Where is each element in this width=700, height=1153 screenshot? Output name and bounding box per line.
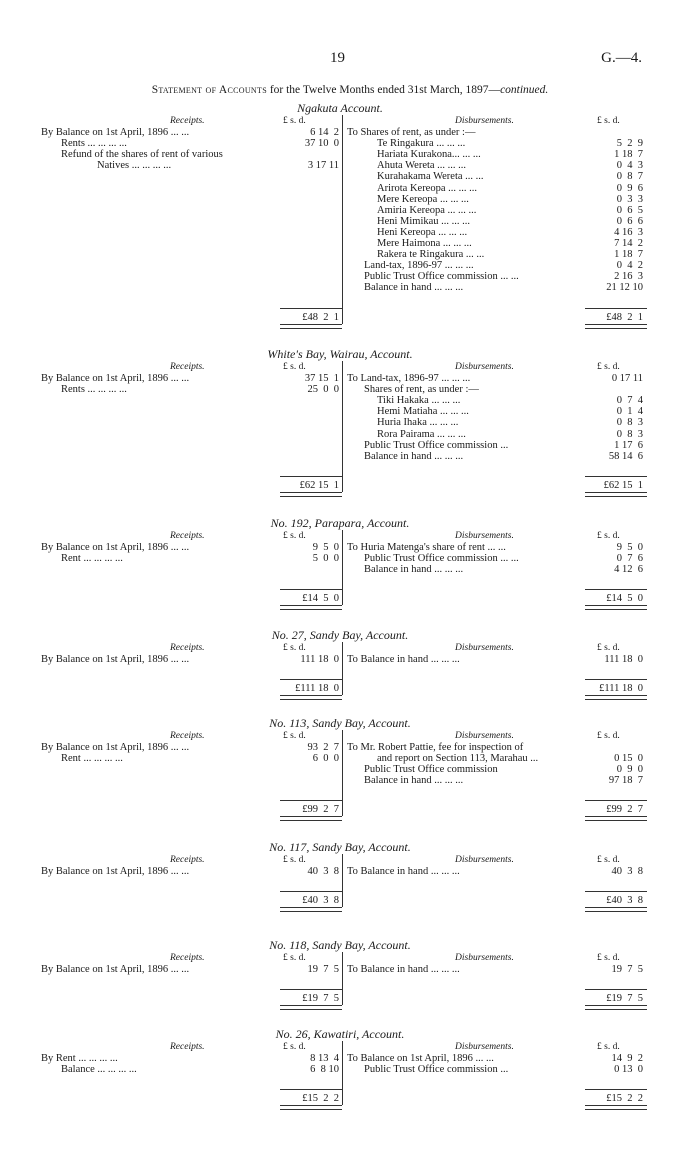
disbursement-label: Land-tax, 1896-97 ... ... ... — [364, 260, 474, 272]
disbursement-label: To Balance on 1st April, 1896 ... ... — [347, 1053, 494, 1064]
disbursement-amount: 0 1 4 — [616, 406, 643, 418]
disbursement-label: Rakera te Ringakura ... ... — [377, 249, 485, 261]
total-double-rule — [280, 605, 342, 610]
disbursement-amount: 4 12 6 — [614, 564, 643, 576]
total-rule — [585, 891, 647, 892]
total-double-rule — [585, 1005, 647, 1010]
total-double-rule — [280, 492, 342, 497]
account-block — [0, 840, 700, 912]
disbursement-label: Hariata Kurakona... ... ... — [377, 149, 481, 161]
receipt-amount: 19 7 5 — [307, 964, 339, 975]
disbursement-label: To Balance in hand ... ... ... — [347, 964, 460, 975]
disbursement-label: Rora Pairama ... ... ... — [377, 428, 466, 440]
total-rule — [280, 589, 342, 590]
account-title: No. 26, Kawatiri, Account. — [275, 1027, 405, 1041]
lsd-header: £ s. d. — [597, 1042, 620, 1052]
total-double-rule — [280, 1105, 342, 1110]
lsd-header: £ s. d. — [597, 116, 620, 126]
disbursements-header: Disbursements. — [455, 531, 514, 541]
column-divider — [342, 1041, 343, 1105]
disbursements-header: Disbursements. — [455, 116, 514, 126]
disbursement-label: and report on Section 113, Marahau ... — [377, 753, 539, 765]
page-header — [0, 50, 700, 66]
column-divider — [342, 115, 343, 324]
receipt-amount: 111 18 0 — [300, 654, 339, 665]
disbursement-label: To Balance in hand ... ... ... — [347, 866, 460, 877]
account-title: Ngakuta Account. — [297, 101, 383, 115]
statement-title-rest: for the Twelve Months ended 31st March, 1897— — [266, 84, 501, 96]
receipt-label: By Balance on 1st April, 1896 ... ... — [41, 127, 190, 138]
disbursement-amount: 40 3 8 — [611, 866, 643, 877]
lsd-header: £ s. d. — [597, 531, 620, 541]
receipts-header: Receipts. — [170, 643, 205, 653]
account-block — [0, 1027, 700, 1110]
disbursement-label: Public Trust Office commission ... ... — [364, 271, 519, 283]
total-double-rule — [585, 492, 647, 497]
disbursement-label: Mere Kereopa ... ... ... — [377, 193, 469, 205]
receipt-label: Balance ... ... ... ... — [61, 1064, 137, 1076]
receipt-label: By Balance on 1st April, 1896 ... ... — [41, 964, 190, 975]
disbursement-amount: 0 4 3 — [616, 160, 643, 172]
account-total: £19 7 5 — [302, 993, 339, 1005]
account-total: £19 7 5 — [606, 993, 643, 1005]
disbursement-label: Tiki Hakaka ... ... ... — [377, 395, 461, 407]
account-title: White's Bay, Wairau, Account. — [267, 347, 413, 361]
total-rule — [280, 476, 342, 477]
total-double-rule — [280, 324, 342, 329]
account-total: £99 2 7 — [606, 804, 643, 816]
total-rule — [585, 308, 647, 309]
lsd-header: £ s. d. — [283, 855, 306, 865]
lsd-header: £ s. d. — [283, 643, 306, 653]
column-divider — [342, 361, 343, 492]
receipt-label: By Balance on 1st April, 1896 ... ... — [41, 866, 190, 877]
receipts-header: Receipts. — [170, 531, 205, 541]
total-rule — [280, 800, 342, 801]
disbursements-header: Disbursements. — [455, 953, 514, 963]
disbursement-amount: 58 14 6 — [608, 450, 643, 462]
lsd-header: £ s. d. — [597, 362, 620, 372]
disbursement-label: To Balance in hand ... ... ... — [347, 654, 460, 665]
total-rule — [280, 891, 342, 892]
total-double-rule — [585, 695, 647, 700]
account-total: £111 18 0 — [599, 683, 643, 695]
lsd-header: £ s. d. — [597, 731, 620, 741]
account-total: £111 18 0 — [295, 683, 339, 695]
account-block — [0, 716, 700, 821]
lsd-header: £ s. d. — [597, 855, 620, 865]
disbursements-header: Disbursements. — [455, 731, 514, 741]
disbursement-label: Mere Haimona ... ... ... — [377, 238, 472, 249]
receipts-header: Receipts. — [170, 731, 205, 741]
receipt-amount: 25 0 0 — [307, 384, 339, 396]
disbursement-amount: 0 15 0 — [614, 753, 643, 765]
total-rule — [280, 308, 342, 309]
receipt-amount: 37 10 0 — [304, 138, 339, 150]
receipts-header: Receipts. — [170, 362, 205, 372]
receipt-label: Rents ... ... ... ... — [61, 384, 127, 396]
disbursement-amount: 14 9 2 — [611, 1053, 643, 1064]
total-rule — [585, 1089, 647, 1090]
disbursement-amount: 0 8 7 — [616, 171, 643, 183]
disbursement-amount: 5 2 9 — [616, 138, 643, 150]
total-double-rule — [585, 816, 647, 821]
disbursement-amount: 0 13 0 — [614, 1064, 643, 1076]
disbursement-label: Heni Kereopa ... ... ... — [377, 226, 468, 238]
account-block — [0, 347, 700, 497]
account-title: No. 117, Sandy Bay, Account. — [269, 840, 411, 854]
disbursement-label: To Huria Matenga's share of rent ... ... — [347, 542, 506, 553]
disbursement-amount: 9 5 0 — [616, 542, 643, 553]
disbursement-label: Shares of rent, as under :— — [364, 384, 479, 396]
disbursement-label: Kurahakama Wereta ... ... — [377, 171, 484, 183]
total-rule — [585, 476, 647, 477]
receipts-header: Receipts. — [170, 1042, 205, 1052]
receipt-amount: 6 8 10 — [310, 1064, 339, 1076]
page-number: 19 — [330, 50, 345, 66]
receipt-amount: 8 13 4 — [310, 1053, 339, 1064]
disbursement-label: Public Trust Office commission ... — [364, 1064, 509, 1076]
total-rule — [585, 989, 647, 990]
lsd-header: £ s. d. — [283, 531, 306, 541]
statement-title-continued: continued. — [500, 84, 549, 96]
disbursement-label: Public Trust Office commission ... ... — [364, 553, 519, 565]
disbursement-label: Heni Mimikau ... ... ... — [377, 215, 471, 227]
receipt-amount: 5 0 0 — [312, 553, 339, 565]
account-title: No. 118, Sandy Bay, Account. — [269, 938, 411, 952]
disbursement-amount: 0 7 6 — [616, 553, 643, 565]
disbursements-header: Disbursements. — [455, 643, 514, 653]
lsd-header: £ s. d. — [597, 953, 620, 963]
receipt-amount: 6 14 2 — [310, 127, 339, 138]
total-double-rule — [280, 695, 342, 700]
disbursements-header: Disbursements. — [455, 362, 514, 372]
receipts-header: Receipts. — [170, 116, 205, 126]
receipts-header: Receipts. — [170, 953, 205, 963]
disbursement-label: To Land-tax, 1896-97 ... ... ... — [347, 373, 471, 384]
account-block — [0, 938, 700, 1010]
receipt-label: Rents ... ... ... ... — [61, 138, 127, 150]
disbursement-label: Arirota Kereopa ... ... ... — [377, 182, 478, 194]
disbursement-amount: 0 8 3 — [616, 428, 643, 440]
account-total: £15 2 2 — [606, 1093, 643, 1105]
lsd-header: £ s. d. — [283, 116, 306, 126]
disbursement-amount: 21 12 10 — [606, 282, 643, 294]
column-divider — [342, 854, 343, 907]
disbursement-amount: 1 17 6 — [614, 439, 643, 451]
disbursement-amount: 111 18 0 — [604, 654, 643, 665]
disbursements-header: Disbursements. — [455, 855, 514, 865]
total-rule — [280, 1089, 342, 1090]
account-total: £99 2 7 — [302, 804, 339, 816]
total-double-rule — [585, 324, 647, 329]
disbursement-amount: 0 17 11 — [611, 373, 643, 384]
disbursement-label: Public Trust Office commission — [364, 764, 498, 776]
total-rule — [585, 800, 647, 801]
disbursement-amount: 19 7 5 — [611, 964, 643, 975]
disbursement-amount: 0 4 2 — [616, 260, 643, 272]
disbursement-amount: 4 16 3 — [614, 226, 643, 238]
disbursement-amount: 0 9 6 — [616, 182, 643, 194]
receipt-label: By Balance on 1st April, 1896 ... ... — [41, 742, 190, 753]
lsd-header: £ s. d. — [283, 362, 306, 372]
lsd-header: £ s. d. — [597, 643, 620, 653]
disbursement-label: To Shares of rent, as under :— — [347, 127, 476, 138]
disbursement-label: Balance in hand ... ... ... — [364, 564, 464, 576]
disbursement-label: Hemi Matiaha ... ... ... — [377, 406, 469, 418]
column-divider — [342, 642, 343, 695]
column-divider — [342, 530, 343, 605]
total-double-rule — [280, 907, 342, 912]
disbursement-label: Ahuta Wereta ... ... ... — [377, 160, 467, 172]
receipt-label: By Balance on 1st April, 1896 ... ... — [41, 542, 190, 553]
receipt-label: Rent ... ... ... ... — [61, 753, 123, 765]
account-total: £62 15 1 — [299, 479, 339, 491]
statement-title-lead: Statement of Accounts — [151, 84, 267, 96]
receipt-label: Refund of the shares of rent of various — [61, 149, 223, 161]
disbursement-label: To Mr. Robert Pattie, fee for inspection of — [347, 742, 524, 753]
account-block — [0, 101, 700, 329]
account-total: £14 5 0 — [302, 593, 339, 605]
account-block — [0, 628, 700, 700]
account-block — [0, 516, 700, 610]
column-divider — [342, 952, 343, 1005]
account-total: £40 3 8 — [302, 895, 339, 907]
disbursement-amount: 0 9 0 — [616, 764, 643, 776]
disbursement-label: Balance in hand ... ... ... — [364, 775, 464, 787]
receipt-label: By Balance on 1st April, 1896 ... ... — [41, 373, 190, 384]
receipt-label: Rent ... ... ... ... — [61, 553, 123, 565]
lsd-header: £ s. d. — [283, 953, 306, 963]
receipt-amount: 9 5 0 — [312, 542, 339, 553]
disbursement-amount: 0 8 3 — [616, 417, 643, 429]
account-title: No. 113, Sandy Bay, Account. — [269, 716, 411, 730]
total-double-rule — [280, 816, 342, 821]
receipt-amount: 40 3 8 — [307, 866, 339, 877]
disbursement-label: Balance in hand ... ... ... — [364, 450, 464, 462]
account-total: £14 5 0 — [606, 593, 643, 605]
total-rule — [280, 679, 342, 680]
account-total: £40 3 8 — [606, 895, 643, 907]
disbursement-amount: 0 7 4 — [616, 395, 643, 407]
page-reference: G.—4. — [601, 50, 642, 66]
receipt-label: By Rent ... ... ... ... — [41, 1053, 118, 1064]
total-rule — [585, 679, 647, 680]
disbursement-amount: 1 18 7 — [614, 149, 643, 161]
disbursement-label: Public Trust Office commission ... — [364, 439, 509, 451]
disbursement-amount: 1 18 7 — [614, 249, 643, 261]
lsd-header: £ s. d. — [283, 1042, 306, 1052]
receipt-label: Natives ... ... ... ... — [97, 160, 172, 172]
disbursement-label: Amiria Kereopa ... ... ... — [377, 204, 477, 216]
disbursement-amount: 7 14 2 — [614, 238, 643, 249]
disbursement-amount: 0 3 3 — [616, 193, 643, 205]
total-rule — [280, 989, 342, 990]
disbursement-amount: 97 18 7 — [608, 775, 643, 787]
account-total: £48 2 1 — [606, 311, 643, 323]
total-double-rule — [280, 1005, 342, 1010]
account-title: No. 27, Sandy Bay, Account. — [271, 628, 409, 642]
disbursement-amount: 2 16 3 — [614, 271, 643, 283]
disbursement-label: Balance in hand ... ... ... — [364, 282, 464, 294]
receipt-amount: 93 2 7 — [307, 742, 339, 753]
account-total: £62 15 1 — [603, 479, 643, 491]
disbursement-amount: 0 6 6 — [616, 215, 643, 227]
receipt-label: By Balance on 1st April, 1896 ... ... — [41, 654, 190, 665]
receipt-amount: 3 17 11 — [307, 160, 339, 172]
disbursement-label: Huria Ihaka ... ... ... — [377, 417, 459, 429]
total-rule — [585, 589, 647, 590]
total-double-rule — [585, 1105, 647, 1110]
total-double-rule — [585, 907, 647, 912]
total-double-rule — [585, 605, 647, 610]
account-total: £48 2 1 — [302, 311, 339, 323]
account-total: £15 2 2 — [302, 1093, 339, 1105]
column-divider — [342, 730, 343, 816]
receipt-amount: 6 0 0 — [312, 753, 339, 765]
disbursement-amount: 0 6 5 — [616, 204, 643, 216]
disbursement-label: Te Ringakura ... ... ... — [377, 138, 466, 150]
disbursements-header: Disbursements. — [455, 1042, 514, 1052]
receipts-header: Receipts. — [170, 855, 205, 865]
statement-title — [0, 84, 700, 96]
lsd-header: £ s. d. — [283, 731, 306, 741]
account-title: No. 192, Parapara, Account. — [270, 516, 410, 530]
receipt-amount: 37 15 1 — [304, 373, 339, 384]
